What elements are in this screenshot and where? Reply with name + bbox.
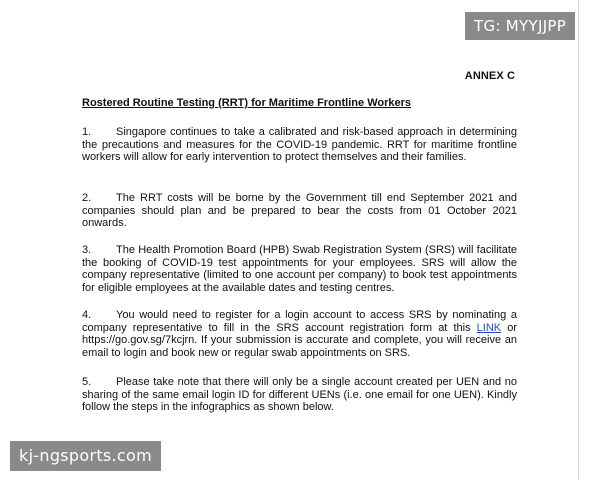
paragraph-1 <box>82 126 517 164</box>
telegram-watermark: TG: MYYJJPP <box>465 12 575 40</box>
document-title: Rostered Routine Testing (RRT) for Maritime Frontline Workers <box>82 97 412 109</box>
paragraph-text: The RRT costs will be borne by the Government till end September 2021 and companies should plan and be prepared to bear the costs from 01 October 2021 onwards. <box>82 192 517 230</box>
paragraph-2 <box>82 192 517 230</box>
paragraph-text: Singapore continues to take a calibrated and risk-based approach in determining the precautions and measures for the COVID-19 pandemic. RRT for maritime frontline workers will allow for early intervention to protect themselves and their families. <box>82 126 517 164</box>
page-edge-divider <box>578 0 579 480</box>
paragraph-5 <box>82 376 517 414</box>
registration-form-link[interactable]: LINK <box>476 321 502 334</box>
paragraph-number: 2. <box>82 192 92 204</box>
paragraph-4 <box>82 309 517 359</box>
paragraph-3 <box>82 244 517 294</box>
site-watermark: kj-ngsports.com <box>10 441 161 471</box>
annex-label: ANNEX C <box>464 70 515 82</box>
paragraph-number: 3. <box>82 244 92 256</box>
paragraph-text: Please take note that there will only be a single account created per UEN and no sharing of the same email login ID for different UENs (i.e. one email for one UEN). Kindly follow the steps in the infographics as shown below. <box>82 376 517 414</box>
paragraph-text: or https://go.gov.sg/7kcjrn. If your submission is accurate and complete, you will receive an email to login and book new or regular swab appointments on SRS. <box>82 321 517 359</box>
paragraph-text: The Health Promotion Board (HPB) Swab Registration System (SRS) will facilitate the booking of COVID-19 test appointments for your employees. SRS will allow the company representative (limited to one account per company) to book test appointments for eligible employees at the available dates and testing centres. <box>82 244 517 294</box>
paragraph-text: You would need to register for a login account to access SRS by nominating a company representative to fill in the SRS account registration form at this <box>82 309 517 334</box>
paragraph-number: 5. <box>82 376 92 388</box>
paragraph-number: 4. <box>82 309 92 321</box>
paragraph-number: 1. <box>82 126 92 138</box>
